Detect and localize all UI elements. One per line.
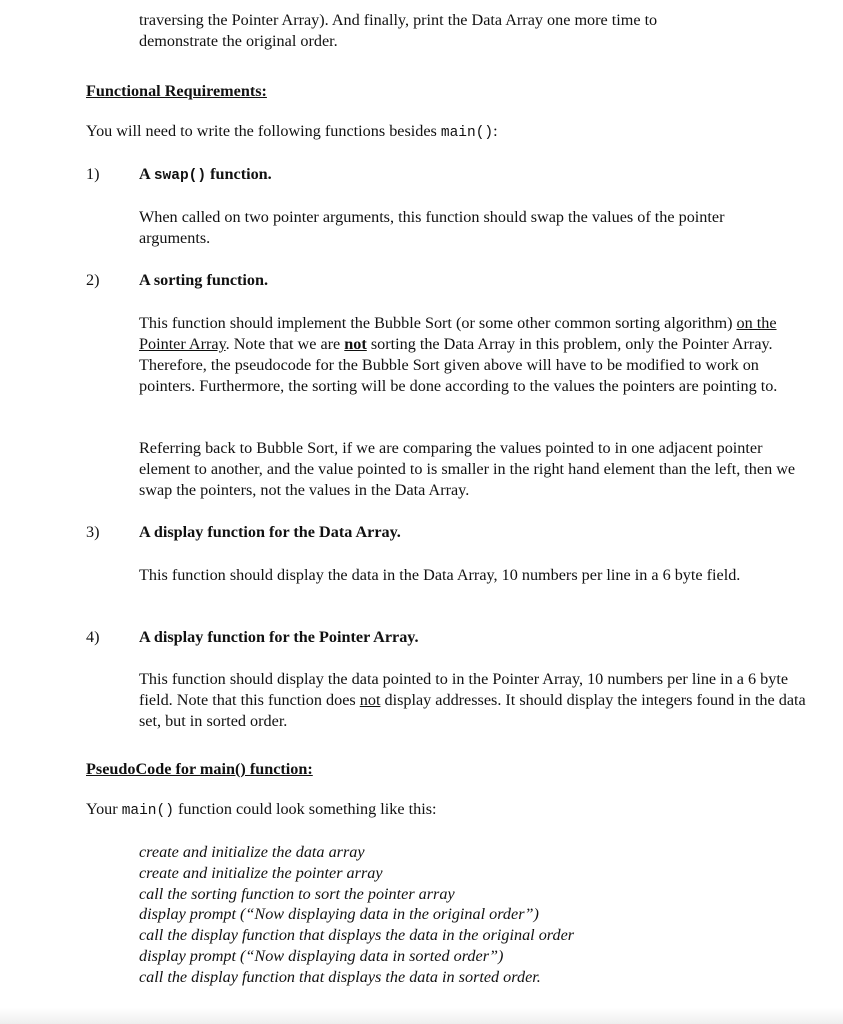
item-2-p1-text-c: . Note that we are: [225, 335, 345, 353]
item-4-paragraph: [139, 669, 809, 732]
item-3-title: A display function for the Data Array.: [139, 523, 401, 541]
functional-intro-text: You will need to write the following functions besides: [86, 122, 441, 140]
item-3-number: 3): [86, 523, 100, 541]
item-4-p1-text-a: This function should display the data pointed to in the Pointer Array, 10 numbers per line in a 6 byte field. Note that this function does: [139, 670, 789, 709]
item-4-p1-text-c: display addresses. It should display the integers found in the data set, but in sorted order.: [139, 691, 806, 730]
pseudocode-line: call the display function that displays the data in sorted order.: [139, 967, 541, 986]
item-1-number: 1): [86, 165, 100, 183]
item-4-title: A display function for the Pointer Array.: [139, 628, 419, 646]
intro-line-2: demonstrate the original order.: [139, 32, 338, 50]
page-bottom-edge: [0, 1008, 843, 1024]
item-1-title-b: function.: [206, 165, 272, 183]
pseudocode-block: [139, 842, 574, 988]
pseudocode-line: create and initialize the pointer array: [139, 863, 383, 882]
main-code-2: main(): [121, 803, 174, 819]
functional-intro: [86, 121, 498, 144]
pseudocode-intro: [86, 799, 437, 822]
functional-intro-colon: :: [493, 122, 498, 140]
item-1-title: [139, 164, 272, 187]
pseudocode-line: display prompt (“Now displaying data in sorted order”): [139, 946, 504, 965]
item-2-p1-text-a: This function should implement the Bubble Sort (or some other common sorting algorithm): [139, 314, 737, 332]
item-2-paragraph-1: [139, 313, 791, 397]
item-4-number: 4): [86, 628, 100, 646]
item-2-paragraph-2: Referring back to Bubble Sort, if we are comparing the values pointed to in one adjacent pointer element to another, and the value pointed to is smaller in the right hand element than the left, then we swap the pointers, not the values in the Data Array.: [139, 439, 796, 499]
pseudocode-line: call the display function that displays the data in the original order: [139, 926, 575, 945]
item-4-p1-not: not: [359, 691, 381, 709]
item-2-p1-underline: on the Pointer Array: [139, 314, 777, 353]
item-3-paragraph: This function should display the data in the Data Array, 10 numbers per line in a 6 byte field.: [139, 566, 741, 584]
pseudocode-intro-a: Your: [86, 800, 122, 818]
item-1-title-a: A: [139, 165, 154, 183]
swap-code: swap(): [153, 168, 207, 184]
item-1-paragraph: When called on two pointer arguments, this function should swap the values of the pointer arguments.: [139, 208, 725, 247]
pseudocode-heading: PseudoCode for main() function:: [86, 760, 313, 778]
main-code: main(): [440, 125, 494, 141]
functional-requirements-heading: Functional Requirements:: [86, 82, 267, 100]
pseudocode-line: create and initialize the data array: [139, 843, 365, 861]
item-2-p1-text-e: sorting the Data Array in this problem, only the Pointer Array. Therefore, the pseudocode for the Bubble Sort given above will have to be modified to work on pointers. Furthermore, the sorting will be done according to the values the pointers are pointing to.: [139, 335, 778, 395]
intro-line-1: traversing the Pointer Array). And finally, print the Data Array one more time to: [139, 11, 658, 29]
pseudocode-line: call the sorting function to sort the pointer array: [139, 884, 455, 903]
pseudocode-line: display prompt (“Now displaying data in the original order”): [139, 905, 539, 924]
intro-paragraph: [139, 10, 819, 52]
item-2-p1-not: not: [344, 335, 367, 353]
pseudocode-intro-b: function could look something like this:: [173, 800, 437, 818]
item-2-title: A sorting function.: [139, 271, 269, 289]
item-2-number: 2): [86, 271, 100, 289]
